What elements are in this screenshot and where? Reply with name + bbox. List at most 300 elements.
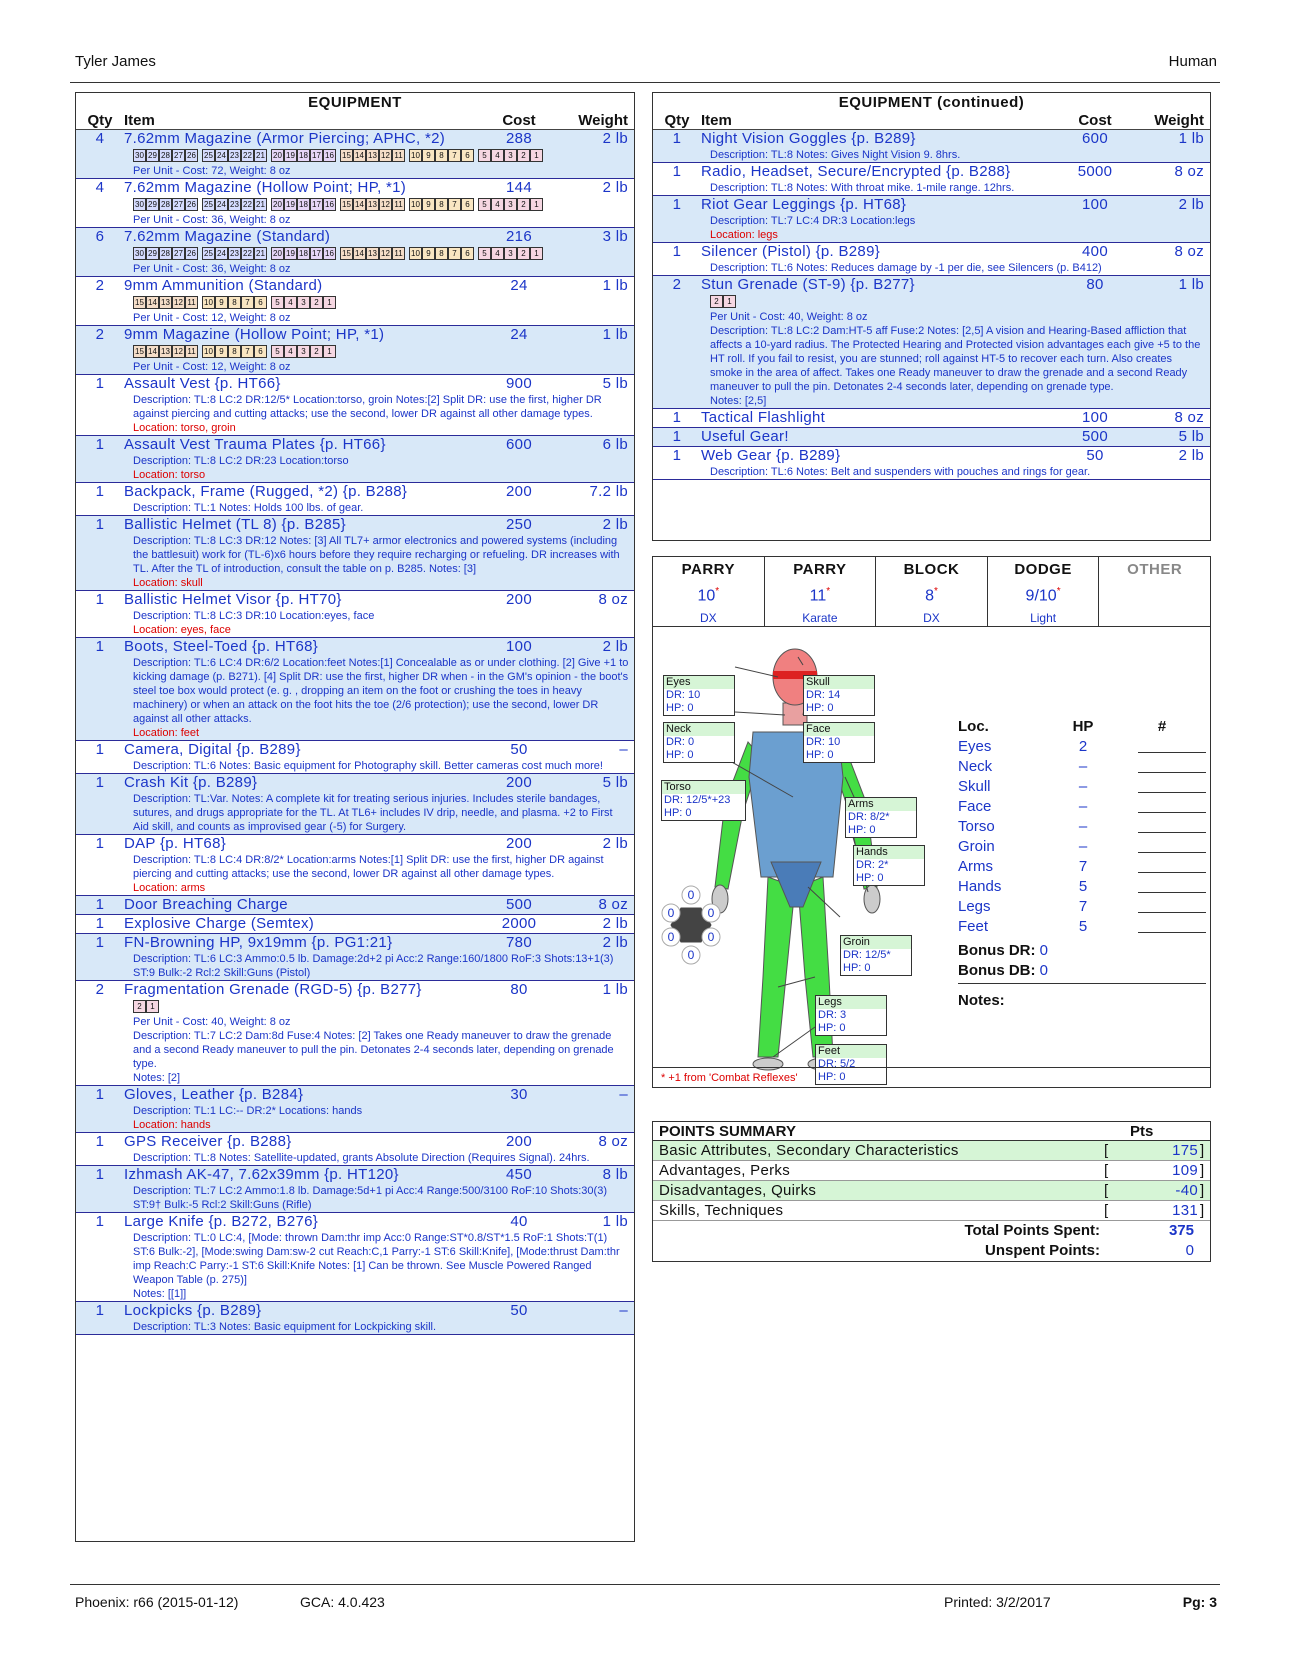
equipment-row xyxy=(76,130,634,179)
equipment-row xyxy=(76,1166,634,1213)
hp-tally-line[interactable] xyxy=(1138,737,1206,753)
points-label: Skills, Techniques xyxy=(659,1202,784,1219)
tag-hp: HP: 0 xyxy=(666,749,694,761)
item-description: Description: TL:3 Notes: Basic equipment for Lockpicking skill. xyxy=(133,1321,437,1333)
ammo-box[interactable]: 9 xyxy=(215,345,228,358)
ammo-box[interactable]: 23 xyxy=(228,198,241,211)
hp-tally-line[interactable] xyxy=(1138,877,1206,893)
ammo-box[interactable]: 21 xyxy=(254,198,267,211)
ammo-box[interactable]: 2 xyxy=(310,345,323,358)
item-description: Per Unit - Cost: 12, Weight: 8 oz xyxy=(133,361,291,373)
defense-cell xyxy=(1099,557,1210,626)
hp-tally-line[interactable] xyxy=(1138,797,1206,813)
equipment-row xyxy=(76,934,634,981)
item-qty: 1 xyxy=(95,483,105,500)
item-description: Per Unit - Cost: 12, Weight: 8 oz xyxy=(133,312,291,324)
item-cost: 100 xyxy=(1082,196,1108,213)
ammo-box[interactable]: 11 xyxy=(392,247,405,260)
item-cost: 200 xyxy=(506,591,532,608)
ammo-box[interactable]: 16 xyxy=(323,149,336,162)
equipment-row xyxy=(76,638,634,741)
tag-hp: HP: 0 xyxy=(818,1071,846,1083)
ammo-box[interactable]: 18 xyxy=(297,149,310,162)
item-name: Camera, Digital {p. B289} xyxy=(124,741,301,758)
item-cost: 5000 xyxy=(1077,163,1113,180)
ammo-box[interactable]: 15 xyxy=(340,149,353,162)
tag-label: Groin xyxy=(841,936,911,949)
hp-row xyxy=(958,897,1206,917)
ammo-box[interactable]: 20 xyxy=(271,198,284,211)
ammo-box[interactable]: 17 xyxy=(310,198,323,211)
ammo-box[interactable]: 24 xyxy=(215,247,228,260)
ammo-box[interactable]: 14 xyxy=(353,247,366,260)
equipment-row xyxy=(76,483,634,516)
ammo-box[interactable]: 7 xyxy=(241,345,254,358)
defense-cell xyxy=(653,557,765,626)
ammo-box[interactable]: 24 xyxy=(215,198,228,211)
hp-value: – xyxy=(1078,778,1088,795)
item-description: Per Unit - Cost: 72, Weight: 8 oz xyxy=(133,165,291,177)
tag-dr: DR: 10 xyxy=(806,736,841,748)
item-cost: 400 xyxy=(1082,243,1108,260)
hp-value: – xyxy=(1078,758,1088,775)
unspent-points-label: Unspent Points: xyxy=(985,1242,1100,1259)
ammo-box[interactable]: 5 xyxy=(478,198,491,211)
item-weight: 8 lb xyxy=(602,1166,628,1183)
ammo-box[interactable]: 2 xyxy=(310,296,323,309)
equipment-row xyxy=(76,516,634,591)
equipment-row xyxy=(76,1213,634,1302)
ammo-box[interactable]: 22 xyxy=(241,149,254,162)
ammo-box[interactable]: 15 xyxy=(133,345,146,358)
ammo-box[interactable]: 18 xyxy=(297,198,310,211)
item-weight: 8 oz xyxy=(598,591,628,608)
hp-loc: Eyes xyxy=(958,738,992,755)
ammo-box[interactable]: 2 xyxy=(710,295,723,308)
ammo-box[interactable]: 9 xyxy=(422,198,435,211)
ammo-box[interactable]: 19 xyxy=(284,247,297,260)
ammo-box[interactable]: 14 xyxy=(146,296,159,309)
ammo-box[interactable]: 2 xyxy=(517,198,530,211)
footer-gca: GCA: 4.0.423 xyxy=(300,1594,385,1610)
item-weight: 2 lb xyxy=(602,130,628,147)
ammo-box[interactable]: 27 xyxy=(172,247,185,260)
item-weight: 8 oz xyxy=(598,1133,628,1150)
ammo-box[interactable]: 10 xyxy=(202,296,215,309)
ammo-box[interactable]: 15 xyxy=(340,247,353,260)
ammo-box[interactable]: 3 xyxy=(297,296,310,309)
footer-version: Phoenix: r66 (2015-01-12) xyxy=(75,1594,239,1610)
ammo-box[interactable]: 29 xyxy=(146,149,159,162)
equipment-continued-rows xyxy=(653,130,1210,480)
tag-label: Face xyxy=(804,723,874,736)
points-col-pts: Pts xyxy=(1130,1123,1154,1140)
ammo-box[interactable]: 13 xyxy=(366,247,379,260)
ammo-box[interactable]: 30 xyxy=(133,149,146,162)
hp-value: 7 xyxy=(1078,858,1088,875)
ammo-box[interactable]: 16 xyxy=(323,247,336,260)
ammo-box[interactable]: 13 xyxy=(159,296,172,309)
tag-label: Hands xyxy=(854,846,924,859)
item-cost: 780 xyxy=(506,934,532,951)
equipment-row xyxy=(76,1133,634,1166)
ammo-tracker xyxy=(76,345,634,358)
ammo-box[interactable]: 4 xyxy=(491,198,504,211)
item-weight: 8 oz xyxy=(1174,163,1204,180)
item-weight: 3 lb xyxy=(602,228,628,245)
ammo-box[interactable]: 10 xyxy=(409,198,422,211)
item-cost: 500 xyxy=(506,896,532,913)
bonus-dr-label: Bonus DR: xyxy=(958,942,1036,959)
ammo-box[interactable]: 3 xyxy=(297,345,310,358)
ammo-box[interactable]: 5 xyxy=(478,247,491,260)
hp-tally-line[interactable] xyxy=(1138,917,1206,933)
item-weight: 5 lb xyxy=(602,774,628,791)
equipment-row xyxy=(76,981,634,1086)
hp-tally-line[interactable] xyxy=(1138,897,1206,913)
ammo-box[interactable]: 1 xyxy=(530,149,543,162)
ammo-box[interactable]: 15 xyxy=(340,198,353,211)
ammo-box[interactable]: 19 xyxy=(284,149,297,162)
ammo-box[interactable]: 5 xyxy=(478,149,491,162)
points-label: Disadvantages, Quirks xyxy=(659,1182,817,1199)
item-qty: 1 xyxy=(95,1086,105,1103)
unspent-points-value: 0 xyxy=(1185,1242,1194,1259)
hp-tally-line[interactable] xyxy=(1138,857,1206,873)
ammo-box[interactable]: 6 xyxy=(461,198,474,211)
tag-dr: DR: 12/5* xyxy=(843,949,891,961)
equipment-row xyxy=(653,196,1210,243)
ammo-box[interactable]: 9 xyxy=(422,247,435,260)
points-row xyxy=(653,1161,1210,1181)
item-cost: 30 xyxy=(510,1086,528,1103)
hp-tally-line[interactable] xyxy=(1138,777,1206,793)
tag-hp: HP: 0 xyxy=(848,824,876,836)
ammo-box[interactable]: 2 xyxy=(517,247,530,260)
ammo-box[interactable]: 11 xyxy=(185,296,198,309)
bracket-close: ] xyxy=(1200,1182,1205,1199)
item-cost: 100 xyxy=(1082,409,1108,426)
item-description: Description: TL:1 LC:-- DR:2* Locations: hands xyxy=(133,1105,363,1117)
hp-tally-line[interactable] xyxy=(1138,837,1206,853)
notes-label: Notes: xyxy=(958,992,1005,1009)
ammo-box[interactable]: 16 xyxy=(323,198,336,211)
points-value: 109 xyxy=(1172,1162,1198,1179)
hex-value: 0 xyxy=(687,948,695,962)
ammo-box[interactable]: 13 xyxy=(159,345,172,358)
ammo-box[interactable]: 1 xyxy=(530,198,543,211)
ammo-box[interactable]: 17 xyxy=(310,247,323,260)
item-name: Explosive Charge (Semtex) xyxy=(124,915,315,932)
ammo-box[interactable]: 21 xyxy=(254,247,267,260)
tag-label: Torso xyxy=(662,781,745,794)
ammo-box[interactable]: 6 xyxy=(254,345,267,358)
header-rule xyxy=(70,82,1220,83)
defense-title: PARRY xyxy=(793,561,847,578)
item-weight: 2 lb xyxy=(602,516,628,533)
item-name: Stun Grenade (ST-9) {p. B277} xyxy=(701,276,915,293)
ammo-box[interactable]: 6 xyxy=(461,247,474,260)
ammo-box[interactable]: 8 xyxy=(228,296,241,309)
col-cost: Cost xyxy=(1078,112,1112,129)
ammo-box[interactable]: 5 xyxy=(271,345,284,358)
item-qty: 1 xyxy=(672,243,682,260)
equipment-table xyxy=(75,92,635,1542)
combat-reflexes-note: * +1 from 'Combat Reflexes' xyxy=(653,1067,1210,1087)
item-description: Description: TL:8 LC:3 DR:12 Notes: [3] All TL7+ armor electronics and powered systems (including the battlesuit) work for (TL-6)x6 hours before they require recharging or refueling. DR increases with TL. After the TL of introduction, consult the table on p. B285. Notes: [3] xyxy=(133,535,620,575)
tag-label: Feet xyxy=(816,1045,886,1058)
item-weight: 8 oz xyxy=(598,896,628,913)
ammo-box[interactable]: 28 xyxy=(159,198,172,211)
ammo-box[interactable]: 3 xyxy=(504,198,517,211)
points-value: -40 xyxy=(1175,1182,1198,1199)
total-points-row xyxy=(653,1221,1210,1241)
item-qty: 1 xyxy=(672,447,682,464)
ammo-box[interactable]: 12 xyxy=(172,296,185,309)
ammo-box[interactable]: 11 xyxy=(392,149,405,162)
ammo-box[interactable]: 15 xyxy=(133,296,146,309)
ammo-box[interactable]: 8 xyxy=(435,247,448,260)
ammo-box[interactable]: 25 xyxy=(202,149,215,162)
equipment-row xyxy=(76,741,634,774)
ammo-box[interactable]: 21 xyxy=(254,149,267,162)
item-name: Tactical Flashlight xyxy=(701,409,826,426)
ammo-box[interactable]: 6 xyxy=(461,149,474,162)
ammo-box[interactable]: 29 xyxy=(146,247,159,260)
item-name: 7.62mm Magazine (Armor Piercing; APHC, *2) xyxy=(124,130,446,147)
ammo-box[interactable]: 9 xyxy=(422,149,435,162)
item-qty: 1 xyxy=(95,741,105,758)
ammo-box[interactable]: 26 xyxy=(185,247,198,260)
item-description: Description: TL:Var. Notes: A complete kit for treating serious injuries. Includes sterile bandages, sutures, and drugs appropriate for the TL. At TL6+ includes IV drip, needle, and plasma. +2 to First Aid skill, and counts as improvised gear (-5) for Surgery. xyxy=(133,793,613,833)
item-weight: 1 lb xyxy=(602,981,628,998)
ammo-tracker xyxy=(76,149,634,162)
ammo-box[interactable]: 8 xyxy=(228,345,241,358)
hp-value: 2 xyxy=(1078,738,1088,755)
item-qty: 2 xyxy=(672,276,682,293)
item-location: Location: skull xyxy=(133,577,203,589)
bracket-open: [ xyxy=(1104,1162,1109,1179)
ammo-box[interactable]: 12 xyxy=(379,247,392,260)
total-points-label: Total Points Spent: xyxy=(964,1222,1100,1239)
item-description: Description: TL:6 Notes: Belt and suspenders with pouches and rings for gear. xyxy=(710,466,1091,478)
col-item: Item xyxy=(701,112,732,129)
ammo-box[interactable]: 23 xyxy=(228,149,241,162)
item-qty: 1 xyxy=(95,915,105,932)
item-qty: 4 xyxy=(95,130,105,147)
item-qty: 1 xyxy=(95,934,105,951)
location-tag-hands xyxy=(853,845,925,886)
ammo-box[interactable]: 25 xyxy=(202,247,215,260)
item-name: Lockpicks {p. B289} xyxy=(124,1302,262,1319)
ammo-box[interactable]: 1 xyxy=(323,296,336,309)
item-name: GPS Receiver {p. B288} xyxy=(124,1133,292,1150)
ammo-box[interactable]: 10 xyxy=(409,149,422,162)
ammo-box[interactable]: 4 xyxy=(491,149,504,162)
ammo-box[interactable]: 14 xyxy=(353,198,366,211)
item-cost: 2000 xyxy=(501,915,537,932)
ammo-box[interactable]: 7 xyxy=(241,296,254,309)
item-weight: 2 lb xyxy=(1178,196,1204,213)
equipment-row xyxy=(76,326,634,375)
item-description: Description: TL:7 LC:2 Ammo:1.8 lb. Damage:5d+1 pi Acc:4 Range:500/3100 RoF:10 Shots:30(3) ST:9† Bulk:-5 Rcl:2 Skill:Guns (Rifle) xyxy=(133,1185,607,1211)
bonus-db xyxy=(958,961,1206,984)
ammo-box[interactable]: 4 xyxy=(284,296,297,309)
item-description: Description: TL:8 Notes: Gives Night Vision 9. 8hrs. xyxy=(710,149,961,161)
hex-value: 0 xyxy=(667,906,675,920)
points-label: Advantages, Perks xyxy=(659,1162,791,1179)
item-cost: 900 xyxy=(506,375,532,392)
ammo-box[interactable]: 13 xyxy=(366,149,379,162)
item-weight: 1 lb xyxy=(1178,276,1204,293)
item-name: FN-Browning HP, 9x19mm {p. PG1:21} xyxy=(124,934,393,951)
ammo-box[interactable]: 4 xyxy=(284,345,297,358)
ammo-box[interactable]: 11 xyxy=(392,198,405,211)
equipment-row xyxy=(653,447,1210,480)
bracket-close: ] xyxy=(1200,1142,1205,1159)
ammo-box[interactable]: 20 xyxy=(271,149,284,162)
tag-hp: HP: 0 xyxy=(843,962,871,974)
ammo-box[interactable]: 8 xyxy=(435,149,448,162)
item-qty: 1 xyxy=(95,1302,105,1319)
character-name: Tyler James xyxy=(75,53,156,70)
ammo-box[interactable]: 2 xyxy=(133,1000,146,1013)
ammo-box[interactable]: 26 xyxy=(185,198,198,211)
hp-tally-line[interactable] xyxy=(1138,817,1206,833)
ammo-box[interactable]: 28 xyxy=(159,149,172,162)
item-name: Silencer (Pistol) {p. B289} xyxy=(701,243,881,260)
equipment-row xyxy=(653,428,1210,447)
item-location: Location: feet xyxy=(133,727,200,739)
hp-row xyxy=(958,857,1206,877)
ammo-box[interactable]: 3 xyxy=(504,149,517,162)
item-qty: 1 xyxy=(95,516,105,533)
hp-loc: Torso xyxy=(958,818,995,835)
ammo-box[interactable]: 1 xyxy=(530,247,543,260)
ammo-box[interactable]: 9 xyxy=(215,296,228,309)
defense-number: 11 xyxy=(809,587,827,605)
ammo-box[interactable]: 28 xyxy=(159,247,172,260)
item-cost: 80 xyxy=(510,981,528,998)
ammo-box[interactable]: 12 xyxy=(379,149,392,162)
hp-value: – xyxy=(1078,818,1088,835)
ammo-box[interactable]: 14 xyxy=(146,345,159,358)
ammo-box[interactable]: 14 xyxy=(353,149,366,162)
footer-printed: Printed: 3/2/2017 xyxy=(944,1594,1051,1610)
item-cost: 24 xyxy=(510,277,528,294)
ammo-box[interactable]: 7 xyxy=(448,149,461,162)
item-description: Description: TL:8 LC:3 DR:10 Location:eyes, face xyxy=(133,610,375,622)
item-name: Gloves, Leather {p. B284} xyxy=(124,1086,304,1103)
ammo-box[interactable]: 30 xyxy=(133,198,146,211)
ammo-box[interactable]: 8 xyxy=(435,198,448,211)
tag-dr: DR: 2* xyxy=(856,859,889,871)
ammo-box[interactable]: 1 xyxy=(723,295,736,308)
ammo-box[interactable]: 27 xyxy=(172,198,185,211)
col-cost: Cost xyxy=(502,112,536,129)
item-description: Description: TL:7 LC:2 Dam:8d Fuse:4 Notes: [2] Takes one Ready maneuver to draw the grenade and a second Ready maneuver to pull the pin. Detonates 2-4 seconds later, depending on grenade type. xyxy=(133,1030,614,1070)
hp-table xyxy=(958,717,1206,1009)
points-rows xyxy=(653,1141,1210,1221)
item-description: Description: TL:6 LC:4 DR:6/2 Location:feet Notes:[1] Concealable as or under clothing. [2] Give +1 to kicking damage (p. B271). [4] Split DR: use the first, higher DR when - in the GM's opinion - the boot's steel toe box would protect (e. g. , dropping an item on the foot or crushing the toes in heavy machinery) or when an attack on the foot hits the toe (2/6 protection); use the second, lower DR against all other attacks. xyxy=(133,657,629,725)
ammo-box[interactable]: 12 xyxy=(172,345,185,358)
ammo-box[interactable]: 12 xyxy=(379,198,392,211)
ammo-box[interactable]: 20 xyxy=(271,247,284,260)
item-name: Radio, Headset, Secure/Encrypted {p. B288} xyxy=(701,163,1011,180)
ammo-box[interactable]: 24 xyxy=(215,149,228,162)
ammo-box[interactable]: 18 xyxy=(297,247,310,260)
ammo-box[interactable]: 7 xyxy=(448,198,461,211)
item-name: Ballistic Helmet (TL 8) {p. B285} xyxy=(124,516,346,533)
defense-cell xyxy=(988,557,1100,626)
item-qty: 1 xyxy=(672,163,682,180)
ammo-box[interactable]: 30 xyxy=(133,247,146,260)
character-race: Human xyxy=(1168,53,1217,70)
ammo-box[interactable]: 27 xyxy=(172,149,185,162)
ammo-box[interactable]: 11 xyxy=(185,345,198,358)
equipment-row xyxy=(76,591,634,638)
item-location: Location: torso xyxy=(133,469,206,481)
ammo-box[interactable]: 22 xyxy=(241,198,254,211)
equipment-row xyxy=(76,228,634,277)
ammo-box[interactable]: 26 xyxy=(185,149,198,162)
ammo-box[interactable]: 2 xyxy=(517,149,530,162)
item-cost: 600 xyxy=(1082,130,1108,147)
tag-dr: DR: 0 xyxy=(666,736,695,748)
ammo-box[interactable]: 1 xyxy=(323,345,336,358)
ammo-box[interactable]: 6 xyxy=(254,296,267,309)
ammo-box[interactable]: 10 xyxy=(409,247,422,260)
defense-number: 9/10 xyxy=(1025,587,1057,605)
ammo-box[interactable]: 23 xyxy=(228,247,241,260)
item-name: DAP {p. HT68} xyxy=(124,835,227,852)
item-description: Notes: [[1]] xyxy=(133,1288,187,1300)
unspent-points-row xyxy=(653,1241,1210,1261)
ammo-box[interactable]: 17 xyxy=(310,149,323,162)
ammo-box[interactable]: 22 xyxy=(241,247,254,260)
tag-label: Skull xyxy=(804,676,874,689)
item-weight: 2 lb xyxy=(1178,447,1204,464)
ammo-box[interactable]: 13 xyxy=(366,198,379,211)
item-weight: 1 lb xyxy=(1178,130,1204,147)
item-name: 9mm Magazine (Hollow Point; HP, *1) xyxy=(124,326,385,343)
ammo-box[interactable]: 3 xyxy=(504,247,517,260)
item-weight: 2 lb xyxy=(602,179,628,196)
ammo-box[interactable]: 1 xyxy=(146,1000,159,1013)
ammo-box[interactable]: 29 xyxy=(146,198,159,211)
hex-value: 0 xyxy=(687,888,695,902)
ammo-box[interactable]: 19 xyxy=(284,198,297,211)
ammo-box[interactable]: 7 xyxy=(448,247,461,260)
ammo-box[interactable]: 25 xyxy=(202,198,215,211)
ammo-box[interactable]: 5 xyxy=(271,296,284,309)
item-name: 7.62mm Magazine (Hollow Point; HP, *1) xyxy=(124,179,407,196)
hp-value: 5 xyxy=(1078,878,1088,895)
location-tag-legs xyxy=(815,995,887,1036)
equipment-row xyxy=(653,130,1210,163)
item-name: Night Vision Goggles {p. B289} xyxy=(701,130,916,147)
ammo-box[interactable]: 4 xyxy=(491,247,504,260)
hp-row xyxy=(958,737,1206,757)
ammo-box[interactable]: 10 xyxy=(202,345,215,358)
hp-tally-line[interactable] xyxy=(1138,757,1206,773)
bonus-dr xyxy=(958,941,1206,961)
item-description: Per Unit - Cost: 36, Weight: 8 oz xyxy=(133,263,291,275)
hp-row xyxy=(958,877,1206,897)
hp-loc: Face xyxy=(958,798,992,815)
ammo-tracker xyxy=(76,296,634,309)
item-name: Large Knife {p. B272, B276} xyxy=(124,1213,319,1230)
